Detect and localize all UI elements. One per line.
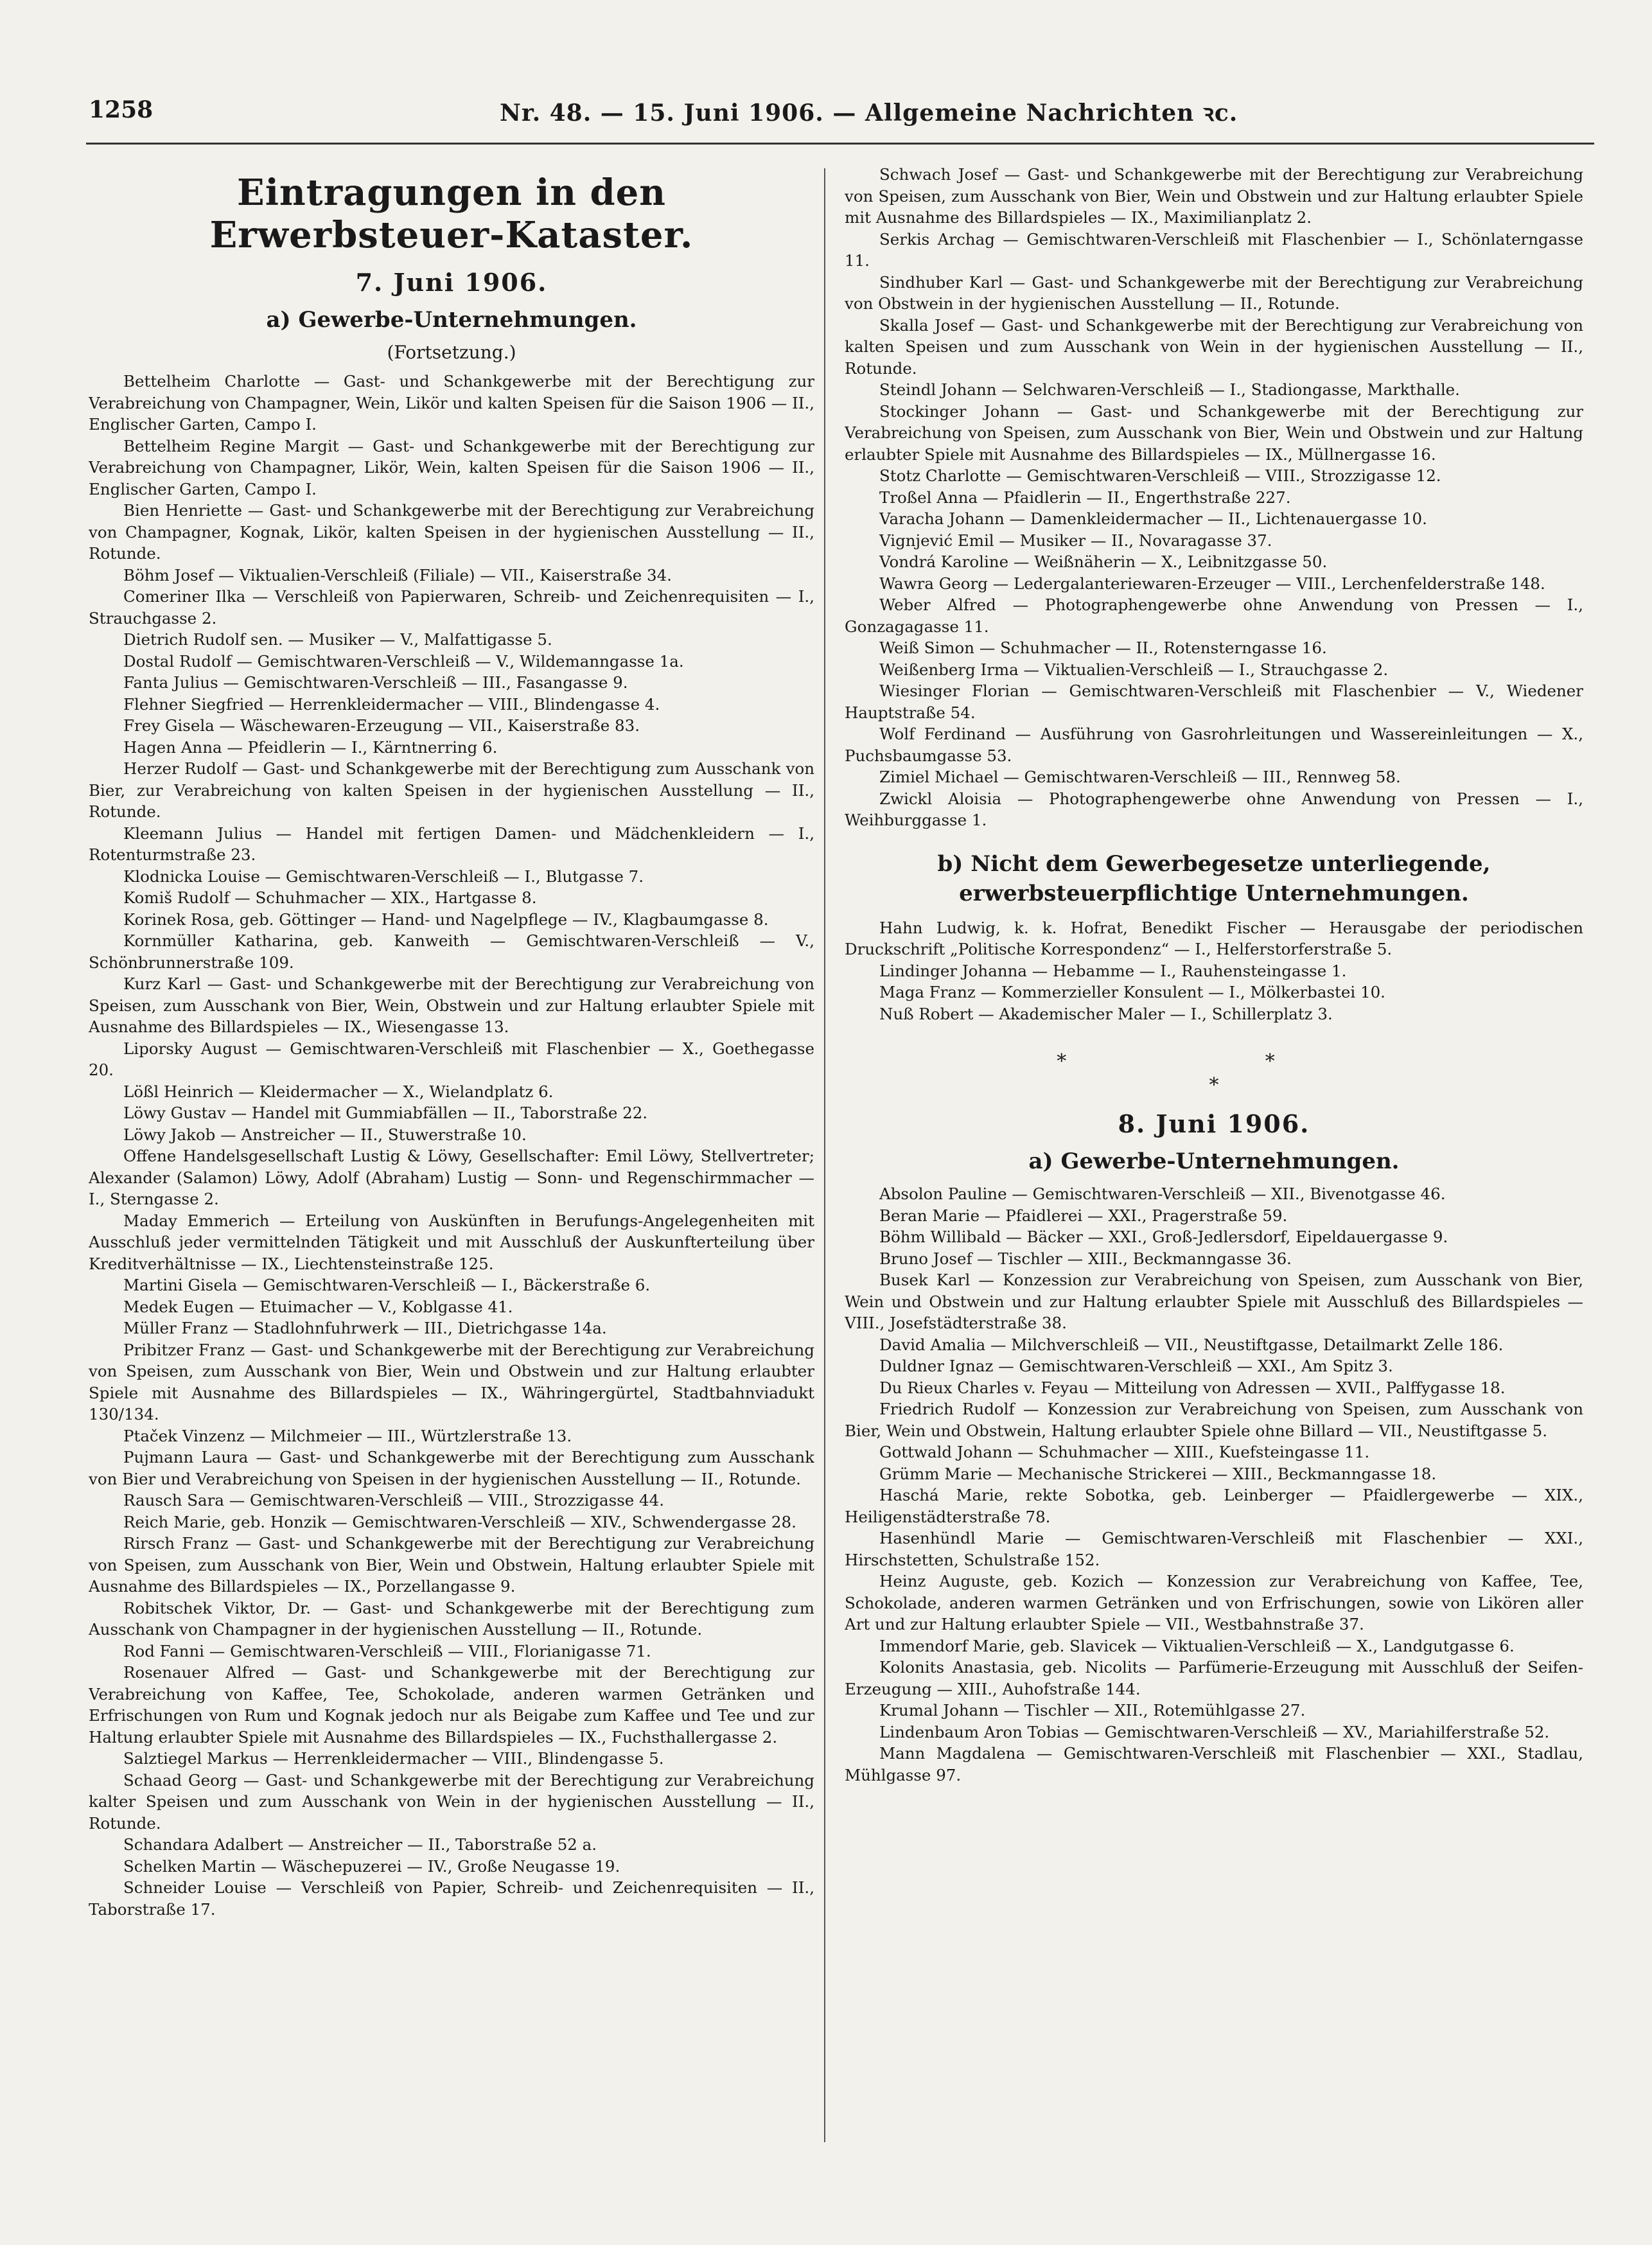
register-entry: Kornmüller Katharina, geb. Kanweith — Gemischtwaren-Verschleiß — V., Schönbrunnerstraße 109. bbox=[89, 931, 814, 972]
register-entry: Weißenberg Irma — Viktualien-Verschleiß — I., Strauchgasse 2. bbox=[879, 660, 1389, 679]
register-entry: Vignjević Emil — Musiker — II., Novaragasse 37. bbox=[879, 531, 1272, 550]
register-entry: Frey Gisela — Wäschewaren-Erzeugung — VII., Kaiserstraße 83. bbox=[123, 716, 640, 735]
register-entry: Comeriner Ilka — Verschleiß von Papierwaren, Schreib- und Zeichenrequisiten — I., Strauchgasse 2. bbox=[89, 587, 814, 628]
register-entry: Schaad Georg — Gast- und Schankgewerbe mit der Berechtigung zur Verabreichung kalter Speisen und zum Ausschank von Wein in der hygienischen Ausstellung — II., Rotunde. bbox=[89, 1770, 814, 1833]
register-entry: Heinz Auguste, geb. Kozich — Konzession zur Verabreichung von Kaffee, Tee, Schokolade, anderen warmen Getränken und von Erfrischungen, sowie von Likören aller Art und zur Haltung erlaubter Spiele — VII., Westbahnstraße 37. bbox=[845, 1572, 1583, 1633]
register-entry: Nuß Robert — Akademischer Maler — I., Schillerplatz 3. bbox=[879, 1004, 1333, 1023]
register-entry: Mann Magdalena — Gemischtwaren-Verschleiß mit Flaschenbier — XXI., Stadlau, Mühlgasse 97. bbox=[845, 1744, 1583, 1784]
register-entry: Serkis Archag — Gemischtwaren-Verschleiß mit Flaschenbier — I., Schönlaterngasse 11. bbox=[845, 229, 1583, 270]
register-entry: Reich Marie, geb. Honzik — Gemischtwaren-Verschleiß — XIV., Schwendergasse 28. bbox=[123, 1512, 796, 1531]
register-entry: Bruno Josef — Tischler — XIII., Beckmanngasse 36. bbox=[879, 1249, 1292, 1268]
date-heading: 7. Juni 1906. bbox=[355, 268, 548, 297]
register-entry: Skalla Josef — Gast- und Schankgewerbe mit der Berechtigung zur Verabreichung von kalten Speisen und zum Ausschank von Wein in der hygienischen Ausstellung — II., Rotunde. bbox=[845, 315, 1583, 378]
header-rule bbox=[86, 143, 1594, 145]
register-entry: Weber Alfred — Photographengewerbe ohne Anwendung von Pressen — I., Gonzagagasse 11. bbox=[845, 595, 1583, 636]
separator-star: * bbox=[1209, 1074, 1219, 1096]
register-entry: Fanta Julius — Gemischtwaren-Verschleiß — III., Fasangasse 9. bbox=[123, 673, 628, 692]
entry-list bbox=[845, 917, 1583, 1025]
register-entry: Bien Henriette — Gast- und Schankgewerbe mit der Berechtigung zur Verabreichung von Champagner, Kognak, Likör, kalten Speisen in der hygienischen Ausstellung — II., Rotunde. bbox=[89, 501, 814, 563]
register-entry: Pribitzer Franz — Gast- und Schankgewerbe mit der Berechtigung zur Verabreichung von Speisen, zum Ausschank von Bier, Wein und Obstwein und zur Haltung erlaubter Spiele mit Ausnahme des Billardspieles — IX., Währingergürtel, Stadtbahnviadukt 130/134. bbox=[89, 1340, 814, 1423]
section-heading: b) Nicht dem Gewerbegesetze unterliegende, erwerbsteuerpflichtige Unternehmungen. bbox=[937, 850, 1491, 906]
register-entry: Duldner Ignaz — Gemischtwaren-Verschleiß — XXI., Am Spitz 3. bbox=[879, 1357, 1393, 1375]
register-entry: Steindl Johann — Selchwaren-Verschleiß — I., Stadiongasse, Markthalle. bbox=[879, 380, 1460, 399]
register-entry: Lößl Heinrich — Kleidermacher — X., Wielandplatz 6. bbox=[123, 1082, 554, 1101]
register-entry: Grümm Marie — Mechanische Strickerei — XIII., Beckmanngasse 18. bbox=[879, 1464, 1437, 1483]
register-entry: Medek Eugen — Etuimacher — V., Koblgasse 41. bbox=[123, 1297, 513, 1316]
register-entry: Beran Marie — Pfaidlerei — XXI., Pragerstraße 59. bbox=[879, 1206, 1288, 1225]
register-entry: Kolonits Anastasia, geb. Nicolits — Parfümerie-Erzeugung mit Ausschluß der Seifen-Erzeugung — XIII., Auhofstraße 144. bbox=[845, 1658, 1583, 1698]
register-entry: Maday Emmerich — Erteilung von Auskünften in Berufungs-Angelegenheiten mit Ausschluß jeder vermittelnden Tätigkeit und mit Ausschluß der Auskunfterteilung über Kreditverhältnisse — IX., Liechtensteinstraße 125. bbox=[89, 1211, 814, 1273]
register-entry: Müller Franz — Stadlohnfuhrwerk — III., Dietrichgasse 14a. bbox=[123, 1319, 607, 1337]
register-entry: Kleemann Julius — Handel mit fertigen Damen- und Mädchenkleidern — I., Rotenturmstraße 23. bbox=[89, 823, 814, 864]
register-entry: Sindhuber Karl — Gast- und Schankgewerbe mit der Berechtigung zur Verabreichung von Obstwein in der hygienischen Ausstellung — II., Rotunde. bbox=[845, 272, 1583, 313]
register-entry: Hagen Anna — Pfeidlerin — I., Kärntnerring 6. bbox=[123, 737, 498, 757]
register-entry: Haschá Marie, rekte Sobotka, geb. Leinberger — Pfaidlergewerbe — XIX., Heiligenstädterstraße 78. bbox=[845, 1486, 1583, 1526]
register-entry: Absolon Pauline — Gemischtwaren-Verschleiß — XII., Bivenotgasse 46. bbox=[879, 1184, 1446, 1203]
register-entry: Troßel Anna — Pfaidlerin — II., Engerthstraße 227. bbox=[879, 488, 1291, 507]
register-entry: Böhm Willibald — Bäcker — XXI., Groß-Jedlersdorf, Eipeldauergasse 9. bbox=[879, 1228, 1448, 1246]
register-entry: Schandara Adalbert — Anstreicher — II., Taborstraße 52 a. bbox=[123, 1835, 597, 1854]
register-entry: Du Rieux Charles v. Feyau — Mitteilung von Adressen — XVII., Palffygasse 18. bbox=[879, 1378, 1506, 1397]
register-entry: Rosenauer Alfred — Gast- und Schankgewerbe mit der Berechtigung zur Verabreichung von Kaffee, Tee, Schokolade, anderen warmen Getränken und Erfrischungen von Rum und Kognak jedoch nur als Beigabe zum Kaffee und Tee und zur Haltung erlaubter Spiele mit Ausnahme des Billardspieles — IX., Fuchsthallergasse 2. bbox=[89, 1663, 814, 1747]
register-entry: Stotz Charlotte — Gemischtwaren-Verschleiß — VIII., Strozzigasse 12. bbox=[879, 466, 1441, 485]
register-entry: Krumal Johann — Tischler — XII., Rotemühlgasse 27. bbox=[879, 1701, 1306, 1720]
register-entry: Immendorf Marie, geb. Slavicek — Viktualien-Verschleiß — X., Landgutgasse 6. bbox=[879, 1636, 1515, 1655]
register-entry: Ptaček Vinzenz — Milchmeier — III., Würtzlerstraße 13. bbox=[123, 1426, 572, 1445]
register-entry: Offene Handelsgesellschaft Lustig & Löwy, Gesellschafter: Emil Löwy, Stellvertreter; Alexander (Salamon) Löwy, Adolf (Abraham) Lustig — Sonn- und Regenschirmmacher — I., Sterngasse 2. bbox=[89, 1147, 814, 1208]
register-entry: Bettelheim Regine Margit — Gast- und Schankgewerbe mit der Berechtigung zur Verabreichung von Champagner, Likör, Wein, kalten Speisen für die Saison 1906 — II., Englischer Garten, Campo I. bbox=[89, 436, 814, 498]
register-entry: Hasenhündl Marie — Gemischtwaren-Verschleiß mit Flaschenbier — XXI., Hirschstetten, Schulstraße 152. bbox=[845, 1529, 1583, 1569]
register-entry: Maga Franz — Kommerzieller Konsulent — I., Mölkerbastei 10. bbox=[879, 983, 1385, 1001]
register-entry: Lindenbaum Aron Tobias — Gemischtwaren-Verschleiß — XV., Mariahilferstraße 52. bbox=[879, 1722, 1550, 1741]
register-entry: Dostal Rudolf — Gemischtwaren-Verschleiß — V., Wildemanngasse 1a. bbox=[123, 651, 684, 671]
page-number: 1258 bbox=[89, 96, 154, 123]
date-heading: 8. Juni 1906. bbox=[1118, 1109, 1310, 1138]
register-entry: Bettelheim Charlotte — Gast- und Schankgewerbe mit der Berechtigung zur Verabreichung von Champagner, Wein, Likör und kalten Speisen für die Saison 1906 — II., Englischer Garten, Campo I. bbox=[89, 372, 814, 434]
register-entry: Varacha Johann — Damenkleidermacher — II., Lichtenauergasse 10. bbox=[879, 509, 1427, 528]
register-entry: Dietrich Rudolf sen. — Musiker — V., Malfattigasse 5. bbox=[123, 630, 552, 649]
register-entry: Wiesinger Florian — Gemischtwaren-Verschleiß mit Flaschenbier — V., Wiedener Hauptstraße 54. bbox=[845, 682, 1583, 722]
register-entry: Salztiegel Markus — Herrenkleidermacher — VIII., Blindengasse 5. bbox=[123, 1749, 664, 1768]
register-entry: Hahn Ludwig, k. k. Hofrat, Benedikt Fischer — Herausgabe der periodischen Druckschrift „Politische Korrespondenz“ — I., Helferstorferstraße 5. bbox=[845, 918, 1583, 958]
register-entry: Rirsch Franz — Gast- und Schankgewerbe mit der Berechtigung zur Verabreichung von Speisen, zum Ausschank von Bier, Wein und Obstwein, Haltung erlaubter Spiele mit Ausnahme des Billardspieles — IX., Porzellangasse 9. bbox=[89, 1534, 814, 1596]
register-entry: Wolf Ferdinand — Ausführung von Gasrohrleitungen und Wassereinleitungen — X., Puchsbaumgasse 53. bbox=[845, 725, 1583, 765]
register-entry: Rod Fanni — Gemischtwaren-Verschleiß — VIII., Florianigasse 71. bbox=[123, 1641, 651, 1660]
register-entry: Rausch Sara — Gemischtwaren-Verschleiß — VIII., Strozzigasse 44. bbox=[123, 1491, 665, 1510]
separator-stars: * * bbox=[1057, 1050, 1371, 1073]
running-head: Nr. 48. — 15. Juni 1906. — Allgemeine Nachrichten ꝛc. bbox=[500, 100, 1238, 127]
column-separator bbox=[824, 168, 825, 2142]
register-entry: Robitschek Viktor, Dr. — Gast- und Schankgewerbe mit der Berechtigung zum Ausschank von Champagner in der hygienischen Ausstellung — II., Rotunde. bbox=[89, 1598, 814, 1639]
register-entry: Löwy Jakob — Anstreicher — II., Stuwerstraße 10. bbox=[123, 1125, 527, 1144]
register-entry: Löwy Gustav — Handel mit Gummiabfällen — II., Taborstraße 22. bbox=[123, 1104, 648, 1122]
register-entry: Pujmann Laura — Gast- und Schankgewerbe mit der Berechtigung zum Ausschank von Bier und Verabreichung von Speisen in der hygienischen Ausstellung — II., Rotunde. bbox=[89, 1448, 814, 1488]
register-entry: Liporsky August — Gemischtwaren-Verschleiß mit Flaschenbier — X., Goethegasse 20. bbox=[89, 1039, 814, 1079]
entry-list bbox=[845, 164, 1583, 831]
section-heading: a) Gewerbe-Unternehmungen. bbox=[1028, 1149, 1400, 1174]
register-entry: Klodnicka Louise — Gemischtwaren-Verschleiß — I., Blutgasse 7. bbox=[123, 867, 644, 886]
register-entry: Kurz Karl — Gast- und Schankgewerbe mit der Berechtigung zur Verabreichung von Speisen, zum Ausschank von Bier, Wein, Obstwein und zur Haltung erlaubter Spiele mit Ausnahme des Billardspieles — IX., Wiesengasse 13. bbox=[89, 974, 814, 1036]
continuation-note: (Fortsetzung.) bbox=[387, 342, 516, 363]
register-entry: Flehner Siegfried — Herrenkleidermacher — VIII., Blindengasse 4. bbox=[123, 694, 660, 714]
register-entry: Böhm Josef — Viktualien-Verschleiß (Filiale) — VII., Kaiserstraße 34. bbox=[123, 565, 672, 585]
register-entry: David Amalia — Milchverschleiß — VII., Neustiftgasse, Detailmarkt Zelle 186. bbox=[879, 1335, 1504, 1354]
entry-list bbox=[89, 371, 814, 1920]
register-entry: Vondrá Karoline — Weißnäherin — X., Leibnitzgasse 50. bbox=[879, 552, 1328, 571]
register-entry: Stockinger Johann — Gast- und Schankgewerbe mit der Berechtigung zur Verabreichung von Speisen, zum Ausschank von Bier, Wein und Obstwein und zur Haltung erlaubter Spiele mit Ausnahme des Billardspieles — IX., Müllnergasse 16. bbox=[845, 401, 1583, 464]
register-entry: Komiš Rudolf — Schuhmacher — XIX., Hartgasse 8. bbox=[123, 888, 537, 907]
register-entry: Schwach Josef — Gast- und Schankgewerbe mit der Berechtigung zur Verabreichung von Speisen, zum Ausschank von Bier, Wein und Obstwein und zur Haltung erlaubter Spiele mit Ausnahme des Billardspieles — IX., Maximilianplatz 2. bbox=[845, 165, 1583, 227]
register-entry: Schneider Louise — Verschleiß von Papier, Schreib- und Zeichenrequisiten — II., Taborstraße 17. bbox=[89, 1878, 814, 1919]
page-title: Eintragungen in den Erwerbsteuer-Kataster. bbox=[209, 172, 694, 256]
register-entry: Friedrich Rudolf — Konzession zur Verabreichung von Speisen, zum Ausschank von Bier, Wein und Obstwein, Haltung erlaubter Spiele ohne Billard — VII., Neustiftgasse 5. bbox=[845, 1400, 1583, 1440]
register-entry: Zimiel Michael — Gemischtwaren-Verschleiß — III., Rennweg 58. bbox=[879, 768, 1401, 786]
register-entry: Weiß Simon — Schuhmacher — II., Rotensterngasse 16. bbox=[879, 638, 1327, 657]
register-entry: Gottwald Johann — Schuhmacher — XIII., Kuefsteingasse 11. bbox=[879, 1443, 1370, 1461]
register-entry: Busek Karl — Konzession zur Verabreichung von Speisen, zum Ausschank von Bier, Wein und Obstwein und zur Haltung erlaubter Spiele mit Ausschluß des Billardspieles — VIII., Josefstädterstraße 38. bbox=[845, 1271, 1583, 1332]
register-entry: Martini Gisela — Gemischtwaren-Verschleiß — I., Bäckerstraße 6. bbox=[123, 1276, 651, 1294]
register-entry: Korinek Rosa, geb. Göttinger — Hand- und Nagelpflege — IV., Klagbaumgasse 8. bbox=[123, 910, 769, 929]
register-entry: Schelken Martin — Wäschepuzerei — IV., Große Neugasse 19. bbox=[123, 1856, 620, 1876]
entry-list bbox=[845, 1183, 1583, 1786]
register-entry: Lindinger Johanna — Hebamme — I., Rauhensteingasse 1. bbox=[879, 961, 1347, 980]
register-entry: Zwickl Aloisia — Photographengewerbe ohne Anwendung von Pressen — I., Weihburggasse 1. bbox=[845, 789, 1583, 829]
register-entry: Wawra Georg — Ledergalanteriewaren-Erzeuger — VIII., Lerchenfelderstraße 148. bbox=[879, 574, 1545, 593]
section-heading: a) Gewerbe-Unternehmungen. bbox=[266, 307, 637, 333]
left-column bbox=[89, 164, 814, 2206]
right-column bbox=[845, 164, 1583, 2206]
register-entry: Herzer Rudolf — Gast- und Schankgewerbe mit der Berechtigung zum Ausschank von Bier, zur Verabreichung von kalten Speisen in der hygienischen Ausstellung — II., Rotunde. bbox=[89, 759, 814, 821]
